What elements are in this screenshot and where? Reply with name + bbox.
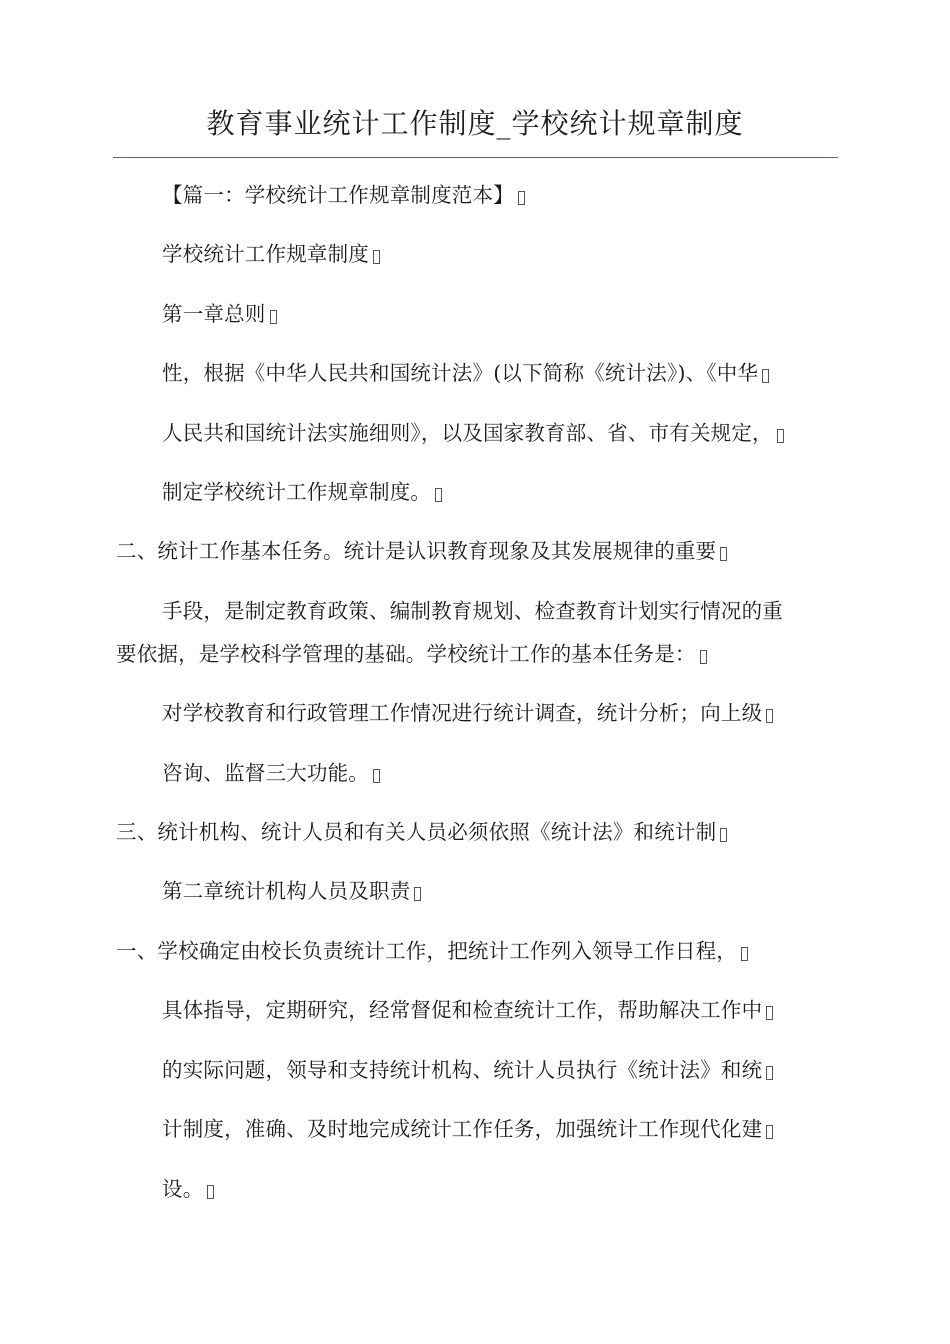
line-text: 手段，是制定教育政策、编制教育规划、检查教育计划实行情况的重 [162, 599, 783, 623]
line-text: 一、学校确定由校长负责统计工作，把统计工作列入领导工作日程， [116, 939, 737, 963]
body-line [162, 477, 442, 507]
body-line [162, 299, 277, 329]
paragraph-mark-icon [414, 887, 421, 901]
paragraph-mark-icon [373, 769, 380, 783]
document-title: 教育事业统计工作制度_学校统计规章制度 [206, 107, 744, 140]
line-text: 制定学校统计工作规章制度。 [162, 480, 432, 504]
paragraph-mark-icon [720, 828, 727, 842]
paragraph-mark-icon [762, 369, 769, 383]
line-text: 三、统计机构、统计人员和有关人员必须依照《统计法》和统计制 [116, 820, 717, 844]
paragraph-mark-icon [435, 488, 442, 502]
paragraph-mark-icon [518, 191, 525, 205]
line-text: 的实际问题，领导和支持统计机构、统计人员执行《统计法》和统 [162, 1058, 763, 1082]
body-line [162, 418, 784, 448]
body-line [162, 1114, 773, 1144]
line-text: 【篇一：学校统计工作规章制度范本】 [162, 183, 514, 207]
paragraph-mark-icon [700, 650, 707, 664]
line-text: 咨询、监督三大功能。 [162, 761, 369, 785]
line-text: 设。 [162, 1177, 204, 1201]
paragraph-mark-icon [766, 1066, 773, 1080]
line-text: 学校统计工作规章制度 [162, 242, 369, 266]
paragraph-mark-icon [766, 709, 773, 723]
body-line [116, 536, 727, 566]
line-text: 性，根据《中华人民共和国统计法》(以下简称《统计法》)、《中华 [162, 361, 759, 385]
body-line [116, 639, 707, 669]
line-text: 计制度，准确、及时地完成统计工作任务，加强统计工作现代化建 [162, 1117, 763, 1141]
line-text: 第一章总则 [162, 302, 266, 326]
body-line [162, 995, 773, 1025]
title-divider [113, 157, 838, 158]
body-line [162, 698, 773, 728]
body-line [162, 239, 380, 269]
body-line [162, 180, 525, 210]
body-line [162, 758, 380, 788]
body-line [162, 1174, 214, 1204]
body-line [116, 936, 748, 966]
paragraph-mark-icon [270, 310, 277, 324]
paragraph-mark-icon [741, 947, 748, 961]
line-text: 要依据，是学校科学管理的基础。学校统计工作的基本任务是： [116, 642, 696, 666]
body-line [162, 358, 769, 388]
paragraph-mark-icon [766, 1125, 773, 1139]
body-line [162, 876, 421, 906]
body-line [162, 1055, 773, 1085]
paragraph-mark-icon [720, 547, 727, 561]
paragraph-mark-icon [766, 1006, 773, 1020]
paragraph-mark-icon [207, 1185, 214, 1199]
body-line [162, 596, 783, 626]
line-text: 人民共和国统计法实施细则》，以及国家教育部、省、市有关规定， [162, 421, 773, 445]
paragraph-mark-icon [777, 429, 784, 443]
paragraph-mark-icon [373, 250, 380, 264]
body-line [116, 817, 727, 847]
line-text: 第二章统计机构人员及职责 [162, 879, 411, 903]
line-text: 具体指导，定期研究，经常督促和检查统计工作，帮助解决工作中 [162, 998, 763, 1022]
line-text: 二、统计工作基本任务。统计是认识教育现象及其发展规律的重要 [116, 539, 717, 563]
line-text: 对学校教育和行政管理工作情况进行统计调查，统计分析；向上级 [162, 701, 763, 725]
